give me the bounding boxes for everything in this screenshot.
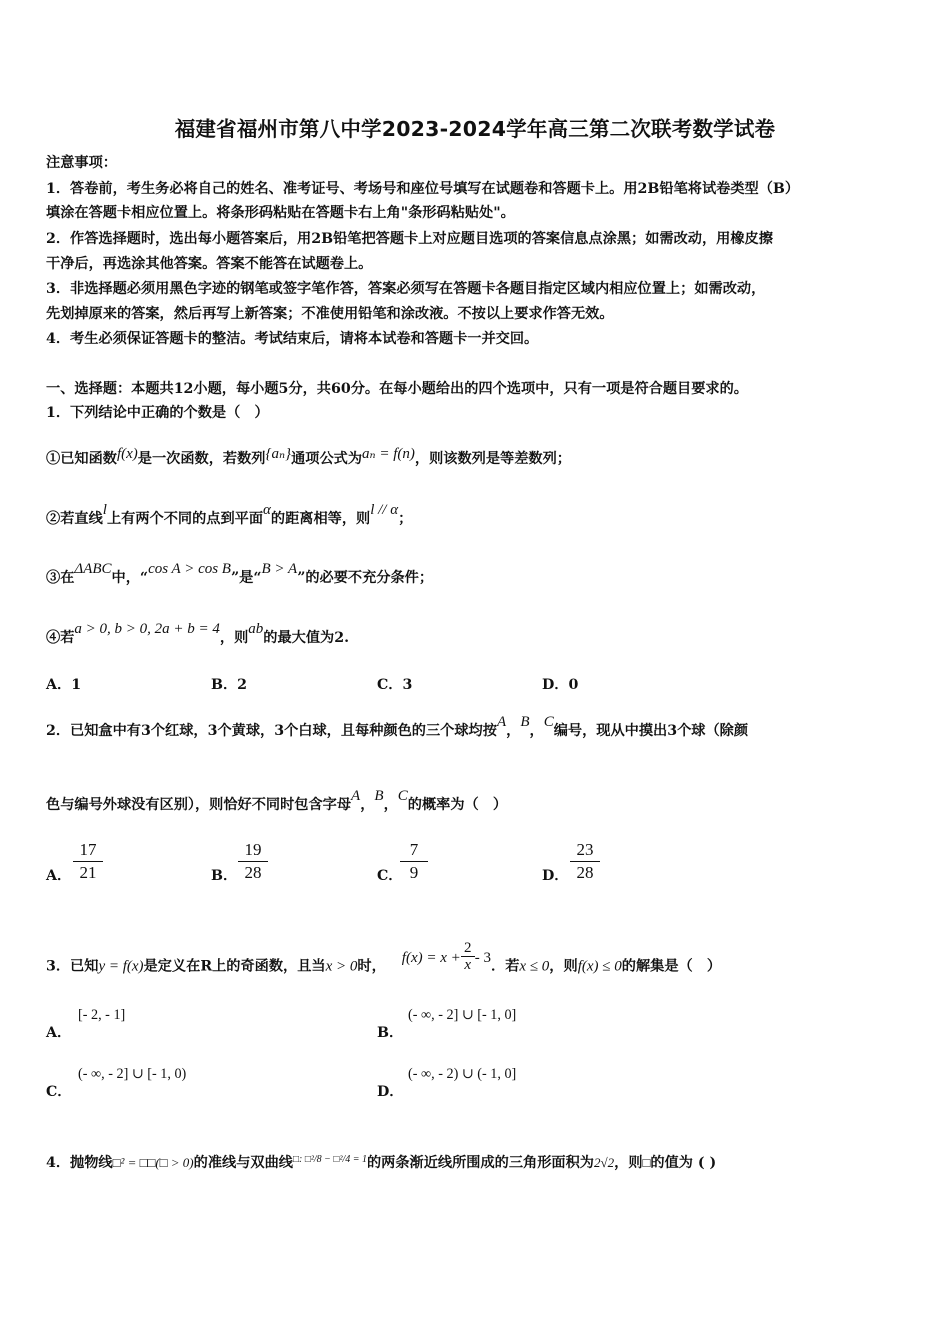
page-title: 福建省福州市第八中学2023-2024学年高三第二次联考数学试卷 xyxy=(174,117,776,141)
q2-stem-line-2: 色与编号外球没有区别），则恰好不同时包含字母A，B，C的概率为（ ） xyxy=(46,788,508,813)
text: ，则该数列是等差数列； xyxy=(414,451,571,467)
notice-line: 1．答卷前，考生务必将自己的姓名、准考证号、考场号和座位号填写在试题卷和答题卡上。用2B铅笔将试卷类型（B） xyxy=(46,181,800,197)
math: l // α xyxy=(370,502,399,518)
notice-line: 填涂在答题卡相应位置上。将条形码粘贴在答题卡右上角"条形码粘贴处"。 xyxy=(46,205,515,221)
denominator: x xyxy=(464,957,472,973)
q4-stem xyxy=(46,1152,716,1172)
text: ”是“ xyxy=(230,570,262,586)
text: 是定义在 xyxy=(143,958,201,975)
q2-option-b-label: B． xyxy=(211,868,238,884)
math: B > A xyxy=(261,561,298,577)
notice-line: 干净后，再选涂其他答案。答案不能答在试题卷上。 xyxy=(46,256,373,272)
text: ； xyxy=(398,511,413,527)
q3-option-b-value: (- ∞, - 2] ∪ [- 1, 0] xyxy=(408,1007,517,1023)
numerator: 7 xyxy=(400,840,428,862)
text: ，则 xyxy=(549,958,578,975)
text: ”的必要不充分条件； xyxy=(297,570,434,586)
math: y = f(x) xyxy=(98,958,144,975)
q3-option-b-label: B． xyxy=(377,1025,404,1041)
q2-option-b-fraction xyxy=(238,840,268,883)
math: l xyxy=(102,502,107,518)
math: aₙ = f(n) xyxy=(362,446,415,462)
math: ab xyxy=(248,621,264,637)
math: A xyxy=(351,788,361,804)
text: 通项公式为 xyxy=(291,451,363,467)
text: ．若 xyxy=(491,958,520,975)
q3-option-d-label: D． xyxy=(377,1084,404,1100)
math: f(x) ≤ 0 xyxy=(577,958,622,975)
text: 上有两个不同的点到平面 xyxy=(106,511,264,527)
denominator: 21 xyxy=(79,863,97,882)
text: 的最大值为2. xyxy=(263,630,350,646)
math: □² = □□(□ > 0) xyxy=(112,1155,194,1170)
notice-line: 3．非选择题必须用黑色字迹的钢笔或签字笔作答，答案必须写在答题卡各题目指定区域内相应位置上；如需改动， xyxy=(46,281,766,297)
notice-line: 先划掉原来的答案，然后再写上新答案；不准使用铅笔和涂改液。不按以上要求作答无效。 xyxy=(46,306,614,322)
notice-heading: 注意事项： xyxy=(46,155,117,171)
text: ②若直线 xyxy=(46,511,103,527)
q1-statement-4 xyxy=(46,621,350,647)
text: 3．已知 xyxy=(46,958,99,975)
denominator: 9 xyxy=(409,863,419,882)
text: 的解集是（ ） xyxy=(621,958,722,975)
text: 2．已知盒中有3个红球，3个黄球，3个白球，且每种颜色的三个球均按 xyxy=(46,723,497,739)
text: ，则 xyxy=(219,630,249,646)
text: ①已知函数 xyxy=(46,451,117,467)
q1-statement-1 xyxy=(46,448,571,468)
q3-option-c-label: C． xyxy=(46,1084,72,1100)
q2-option-a-label: A． xyxy=(46,868,72,884)
fraction xyxy=(461,940,475,973)
math: C xyxy=(543,714,554,730)
math: ΔABC xyxy=(74,561,112,577)
math: f(x) = x + xyxy=(401,949,461,966)
math: R xyxy=(200,958,213,975)
q3-option-c-value: (- ∞, - 2] ∪ [- 1, 0) xyxy=(78,1066,187,1082)
text: 4．抛物线 xyxy=(46,1155,113,1171)
text: 是一次函数，若数列 xyxy=(137,451,266,467)
text: 中，“ xyxy=(111,570,149,586)
notice-line: 2．作答选择题时，选出每小题答案后，用2B铅笔把答题卡上对应题目选项的答案信息点涂黑；如需改动，用橡皮擦 xyxy=(46,231,773,247)
math: {aₙ} xyxy=(265,446,292,462)
q2-option-c-label: C． xyxy=(377,868,403,884)
q2-stem-line-1: 2．已知盒中有3个红球，3个黄球，3个白球，且每种颜色的三个球均按A，B，C编号，现从中摸出3个球（除颜 xyxy=(46,714,749,739)
text: ③在 xyxy=(46,570,75,586)
denominator: 28 xyxy=(576,863,594,882)
math: α xyxy=(263,502,271,518)
text: 编号，现从中摸出3个球（除颜 xyxy=(553,723,749,739)
denominator: 28 xyxy=(244,863,262,882)
text: 时， xyxy=(357,958,386,975)
q1-statement-3 xyxy=(46,561,434,587)
text: ④若 xyxy=(46,630,75,646)
math: x > 0 xyxy=(325,958,358,975)
q3-stem xyxy=(46,940,722,983)
math: C xyxy=(397,788,408,804)
numerator: 23 xyxy=(570,840,600,862)
notice-line: 4．考生必须保证答题卡的整洁。考试结束后，请将本试卷和答题卡一并交回。 xyxy=(46,331,539,347)
math: 2√2 xyxy=(593,1155,615,1170)
text: 的准线与双曲线 xyxy=(193,1155,293,1171)
text: 上的奇函数，且当 xyxy=(212,958,326,975)
math: - 3 xyxy=(474,949,492,966)
math: □ xyxy=(642,1155,651,1170)
q1-option-b: B．2 xyxy=(211,677,248,693)
numerator: 17 xyxy=(73,840,103,862)
text: ，则 xyxy=(614,1155,643,1171)
q3-option-d-value: (- ∞, - 2) ∪ (- 1, 0] xyxy=(408,1066,517,1082)
q1-option-c: C．3 xyxy=(377,677,413,693)
q1-option-d: D．0 xyxy=(542,677,579,693)
q2-option-c-fraction xyxy=(400,840,428,883)
math: x ≤ 0 xyxy=(519,958,550,975)
numerator: 19 xyxy=(238,840,268,862)
numerator: 2 xyxy=(461,940,475,957)
q1-statement-2 xyxy=(46,502,413,528)
text: 的概率为（ ） xyxy=(407,797,508,813)
q2-option-d-fraction xyxy=(570,840,600,883)
q2-option-d-label: D． xyxy=(542,868,569,884)
q1-stem: 1．下列结论中正确的个数是（ ） xyxy=(46,405,269,421)
math: a > 0, b > 0, 2a + b = 4 xyxy=(74,621,220,637)
math: cos A > cos B xyxy=(148,561,231,577)
text: 的距离相等，则 xyxy=(270,511,371,527)
math: f(x) xyxy=(116,446,138,462)
math: □: □²/8 − □²/4 = 1 xyxy=(292,1154,367,1165)
text: 的两条渐近线所围成的三角形面积为 xyxy=(366,1155,594,1171)
q3-option-a-label: A． xyxy=(46,1025,72,1041)
q3-option-a-value: [- 2, - 1] xyxy=(78,1007,126,1023)
text: 的值为 ( ) xyxy=(650,1155,717,1171)
q1-option-a: A．1 xyxy=(46,677,82,693)
section-heading: 一、选择题：本题共12小题，每小题5分，共60分。在每小题给出的四个选项中，只有一项是符合题目要求的。 xyxy=(46,381,748,397)
q2-option-a-fraction xyxy=(73,840,103,883)
text: 色与编号外球没有区别），则恰好不同时包含字母 xyxy=(46,797,352,813)
math: B xyxy=(374,788,384,804)
math: A xyxy=(496,714,507,730)
math: B xyxy=(520,714,530,730)
